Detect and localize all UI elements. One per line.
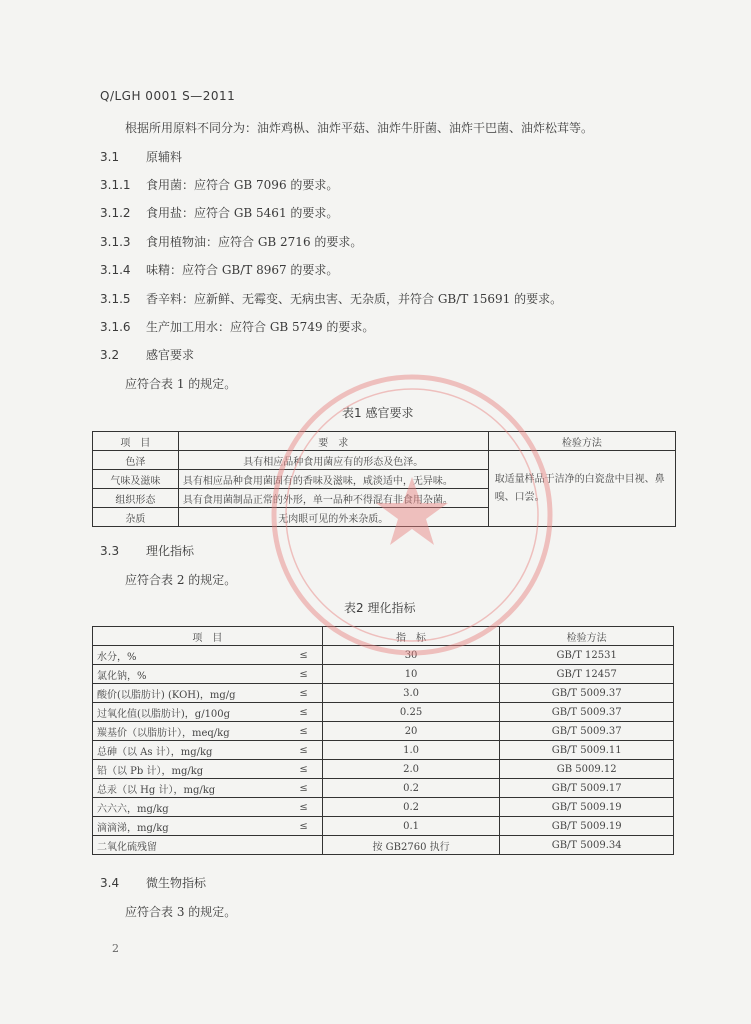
clause-text: 食用菌：应符合 GB 7096 的要求。 <box>146 178 339 192</box>
clause-number: 3.1.5 <box>100 292 131 306</box>
intro-paragraph: 根据所用原料不同分为：油炸鸡枞、油炸平菇、油炸牛肝菌、油炸干巴菌、油炸松茸等。 <box>125 121 594 135</box>
value-cell: 30 <box>322 646 500 665</box>
item-cell: 铅（以 Pb 计），mg/kg <box>93 760 263 779</box>
operator-cell: ≤ <box>262 722 322 741</box>
section-heading-3-3 <box>100 543 194 559</box>
table-row <box>93 665 674 684</box>
item-cell: 羰基价（以脂肪计），meq/kg <box>93 722 263 741</box>
operator-cell: ≤ <box>262 684 322 703</box>
section-title: 原辅料 <box>146 150 183 164</box>
item-cell: 二氧化硫残留 <box>93 836 323 855</box>
operator-cell: ≤ <box>262 817 322 836</box>
operator-cell: ≤ <box>262 646 322 665</box>
value-cell: 0.2 <box>322 779 500 798</box>
method-cell: GB/T 5009.37 <box>500 703 674 722</box>
table-row <box>93 703 674 722</box>
value-cell: 按 GB2760 执行 <box>322 836 500 855</box>
item-cell: 滴滴涕，mg/kg <box>93 817 263 836</box>
value-cell: 3.0 <box>322 684 500 703</box>
item-cell: 总砷（以 As 计），mg/kg <box>93 741 263 760</box>
method-cell: GB/T 12531 <box>500 646 674 665</box>
section-heading-3-2 <box>100 347 194 363</box>
table-row <box>93 836 674 855</box>
table-header-row <box>93 432 676 451</box>
value-cell: 2.0 <box>322 760 500 779</box>
clause-3-1-1 <box>100 177 338 193</box>
item-cell: 组织形态 <box>93 489 179 508</box>
section-number: 3.2 <box>100 348 120 362</box>
column-header: 检验方法 <box>488 432 675 451</box>
operator-cell: ≤ <box>262 798 322 817</box>
table-row <box>93 684 674 703</box>
clause-3-1-5 <box>100 291 562 307</box>
clause-text: 生产加工用水：应符合 GB 5749 的要求。 <box>146 320 375 334</box>
item-cell: 总汞（以 Hg 计），mg/kg <box>93 779 263 798</box>
operator-cell: ≤ <box>262 703 322 722</box>
section-note: 应符合表 1 的规定。 <box>125 377 237 391</box>
column-header: 项 目 <box>93 627 323 646</box>
requirement-cell: 具有相应品种食用菌应有的形态及色泽。 <box>178 451 488 470</box>
clause-text: 食用植物油：应符合 GB 2716 的要求。 <box>146 235 363 249</box>
section-note: 应符合表 3 的规定。 <box>125 905 237 919</box>
operator-cell: ≤ <box>262 741 322 760</box>
value-cell: 0.25 <box>322 703 500 722</box>
item-cell: 过氧化值(以脂肪计)，g/100g <box>93 703 263 722</box>
method-cell: GB 5009.12 <box>500 760 674 779</box>
physicochemical-indicators-table <box>92 626 674 855</box>
operator-cell: ≤ <box>262 665 322 684</box>
table-header-row <box>93 627 674 646</box>
table-row <box>93 760 674 779</box>
section-title: 理化指标 <box>146 544 195 558</box>
column-header: 项 目 <box>93 432 179 451</box>
section-number: 3.3 <box>100 544 120 558</box>
section-title: 感官要求 <box>146 348 195 362</box>
sensory-requirements-table <box>92 431 676 527</box>
item-cell: 气味及滋味 <box>93 470 179 489</box>
method-cell: GB/T 5009.34 <box>500 836 674 855</box>
table-row <box>93 451 676 470</box>
column-header: 检验方法 <box>500 627 674 646</box>
table1-caption: 表1 感官要求 <box>342 406 414 420</box>
operator-cell: ≤ <box>262 779 322 798</box>
requirement-cell: 具有相应品种食用菌固有的香味及滋味，咸淡适中，无异味。 <box>178 470 488 489</box>
item-cell: 水分，% <box>93 646 263 665</box>
requirement-cell: 具有食用菌制品正常的外形，单一品种不得混有非食用杂菌。 <box>178 489 488 508</box>
item-cell: 杂质 <box>93 508 179 527</box>
value-cell: 0.1 <box>322 817 500 836</box>
section-title: 微生物指标 <box>146 876 207 890</box>
section-number: 3.4 <box>100 876 120 890</box>
table-row <box>93 646 674 665</box>
clause-3-1-6 <box>100 319 374 335</box>
method-cell: GB/T 5009.37 <box>500 722 674 741</box>
clause-3-1-2 <box>100 205 338 221</box>
clause-number: 3.1.3 <box>100 235 131 249</box>
method-cell: GB/T 12457 <box>500 665 674 684</box>
method-cell: GB/T 5009.19 <box>500 798 674 817</box>
clause-number: 3.1.4 <box>100 263 131 277</box>
column-header: 指 标 <box>322 627 500 646</box>
table-row <box>93 722 674 741</box>
requirement-cell: 无肉眼可见的外来杂质。 <box>178 508 488 527</box>
method-cell: GB/T 5009.17 <box>500 779 674 798</box>
item-cell: 氯化钠，% <box>93 665 263 684</box>
value-cell: 0.2 <box>322 798 500 817</box>
column-header: 要 求 <box>178 432 488 451</box>
clause-text: 食用盐：应符合 GB 5461 的要求。 <box>146 206 339 220</box>
clause-text: 味精：应符合 GB/T 8967 的要求。 <box>146 263 339 277</box>
item-cell: 酸价(以脂肪计) (KOH)，mg/g <box>93 684 263 703</box>
method-cell: GB/T 5009.37 <box>500 684 674 703</box>
page-number: 2 <box>112 942 119 955</box>
value-cell: 20 <box>322 722 500 741</box>
value-cell: 10 <box>322 665 500 684</box>
item-cell: 六六六，mg/kg <box>93 798 263 817</box>
method-cell: 取适量样品于洁净的白瓷盘中目视、鼻嗅、口尝。 <box>488 451 675 527</box>
clause-number: 3.1.2 <box>100 206 131 220</box>
method-cell: GB/T 5009.19 <box>500 817 674 836</box>
section-heading-3-1 <box>100 149 182 165</box>
table-row <box>93 817 674 836</box>
clause-3-1-3 <box>100 234 362 250</box>
table-row <box>93 779 674 798</box>
clause-number: 3.1.1 <box>100 178 131 192</box>
section-note: 应符合表 2 的规定。 <box>125 573 237 587</box>
clause-text: 香辛料：应新鲜、无霉变、无病虫害、无杂质，并符合 GB/T 15691 的要求。 <box>146 292 563 306</box>
value-cell: 1.0 <box>322 741 500 760</box>
standard-code: Q/LGH 0001 S—2011 <box>100 89 236 103</box>
clause-number: 3.1.6 <box>100 320 131 334</box>
item-cell: 色泽 <box>93 451 179 470</box>
section-heading-3-4 <box>100 875 206 891</box>
method-cell: GB/T 5009.11 <box>500 741 674 760</box>
operator-cell: ≤ <box>262 760 322 779</box>
table-row <box>93 741 674 760</box>
table2-caption: 表2 理化指标 <box>344 601 416 615</box>
section-number: 3.1 <box>100 150 120 164</box>
clause-3-1-4 <box>100 262 338 278</box>
table-row <box>93 798 674 817</box>
